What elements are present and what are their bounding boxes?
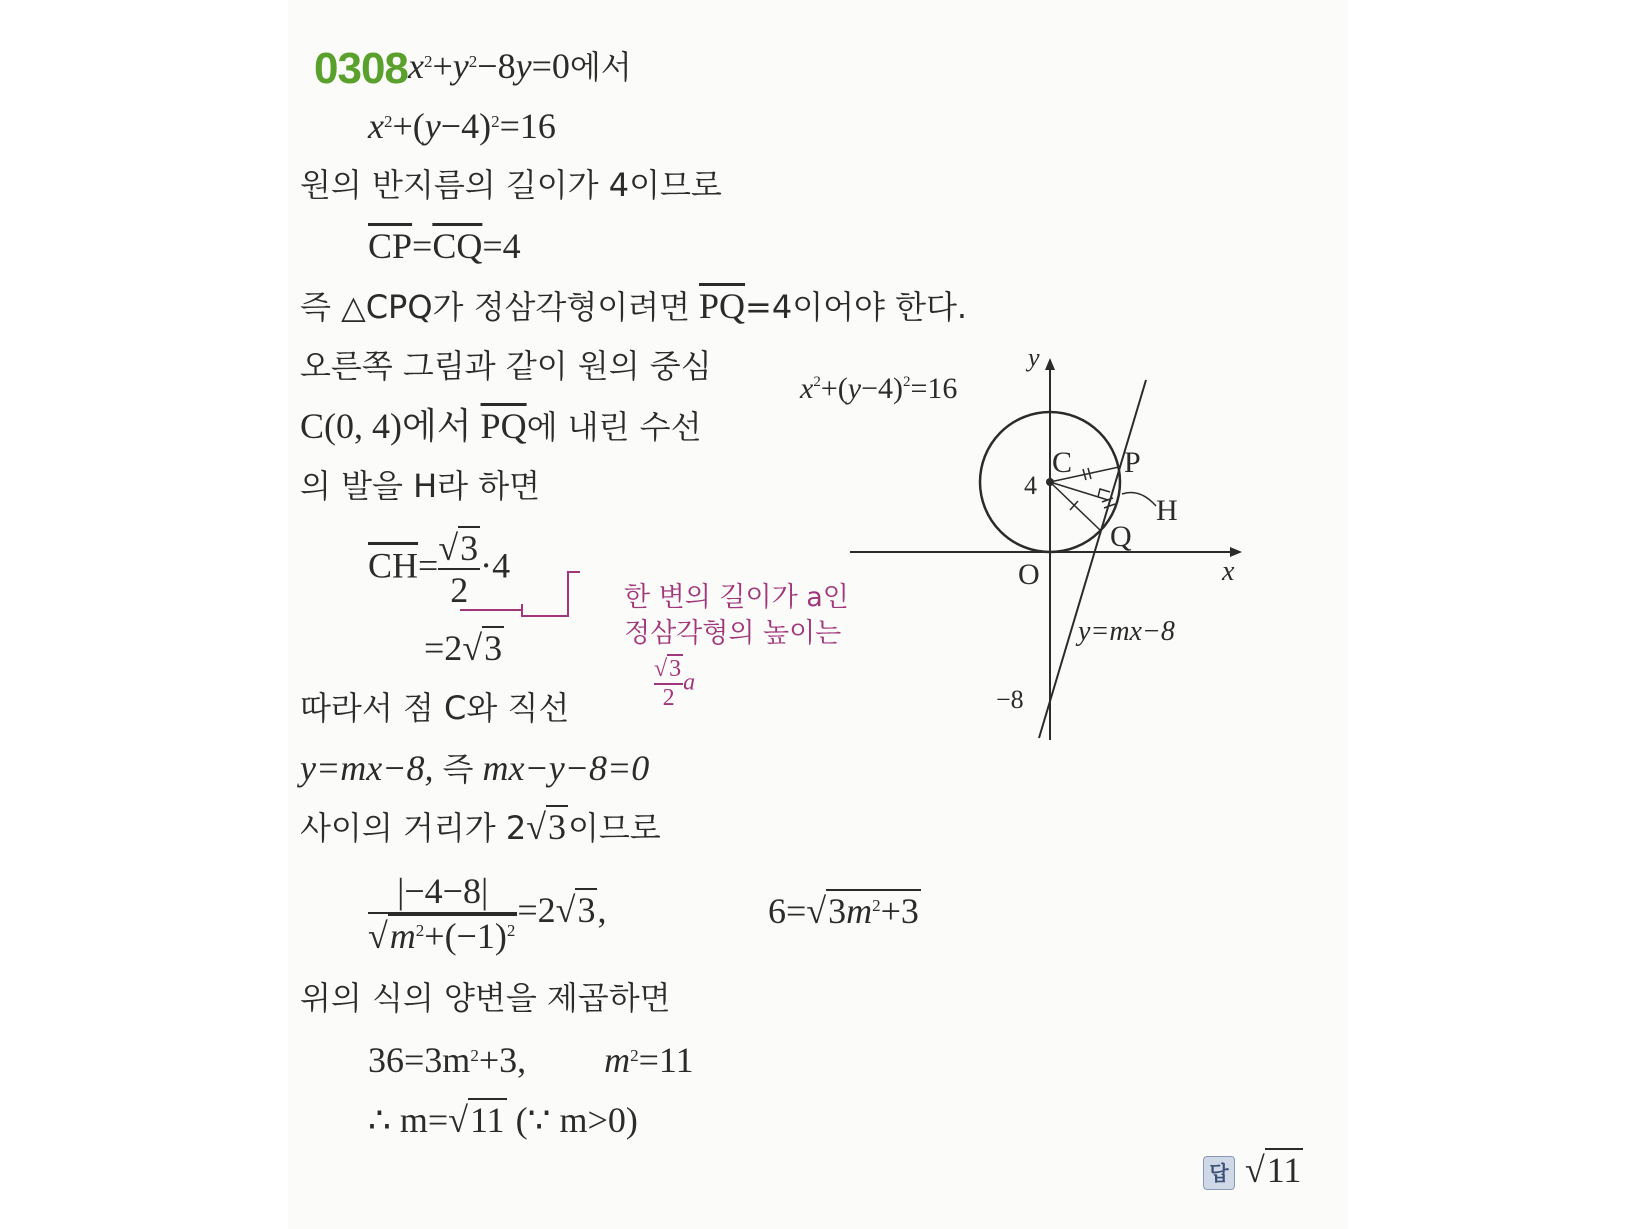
x-axis-label: x	[1222, 556, 1235, 587]
text-line-figure: 오른쪽 그림과 같이 원의 중심	[300, 347, 712, 385]
circle-equation-label: $x^2+(y-4)^2=16$	[800, 372, 958, 405]
text-line-square: 위의 식의 양변을 제곱하면	[300, 979, 671, 1017]
point-c-label: C	[1052, 446, 1073, 479]
y-axis-label: y	[1028, 343, 1040, 372]
note-bracket	[456, 566, 586, 622]
y-intercept-neg8-label: −8	[996, 685, 1024, 714]
equation-ch-result: =2√3	[424, 628, 503, 668]
note-line-1: 한 변의 길이가 a인	[624, 582, 849, 613]
note-line-2: 정삼각형의 높이는	[624, 618, 842, 649]
equation-conclusion: ∴ m=√11 (∵ m>0)	[368, 1100, 638, 1140]
equation-line-2: $x^2+(y-4)^2=16$	[368, 106, 556, 146]
origin-label: O	[1018, 558, 1040, 591]
text-line-equilateral: 즉 △CPQ가 정삼각형이려면 $\overline{PQ}=4$이어야 한다.	[300, 286, 968, 326]
text-line-radius: 원의 반지름의 길이가 4이므로	[300, 166, 722, 204]
note-fraction: $\frac{√3}{2}$ a	[654, 656, 696, 711]
equation-line-1: $x^2+y^2-8y=0$에서	[408, 46, 632, 86]
problem-number: 0308	[314, 44, 408, 93]
line-equation-label: y=mx−8	[1078, 616, 1175, 647]
y-axis-arrow	[1045, 358, 1055, 370]
text-line-foot: 의 발을 H라 하면	[300, 467, 541, 505]
right-angle-mark	[1098, 489, 1110, 497]
answer-badge: 답	[1203, 1156, 1235, 1190]
equation-line-10: y=mx−8, 즉 mx−y−8=0	[300, 748, 650, 788]
coordinate-diagram	[800, 343, 1260, 750]
equation-line-13: $36=3m^2+3$, $m^2=11$	[368, 1040, 694, 1080]
point-q-label: Q	[1110, 520, 1132, 553]
equation-six: $6=√3m^2+3$	[768, 891, 919, 931]
answer-value: √11	[1245, 1150, 1302, 1190]
equation-ch: $\overline{CH}=$ $\frac{√3}{2}$ ·4	[368, 528, 511, 610]
line-y-mx-8	[1039, 380, 1146, 738]
point-h-label: H	[1156, 494, 1178, 527]
text-line-distance: 따라서 점 C와 직선	[300, 689, 570, 727]
y-intercept-4-label: 4	[1024, 471, 1037, 500]
point-p-label: P	[1124, 446, 1141, 479]
text-line-perpendicular: C(0, 4)에서 $\overline{PQ}$에 내린 수선	[300, 406, 702, 446]
side-note	[624, 580, 864, 652]
equation-distance: $\frac{|-4-8|}{√m^2+(-1)^2}$ =2√3,	[368, 871, 607, 956]
equation-cp-cq: $\overline{CP}=\overline{CQ}=4$	[368, 226, 521, 266]
h-pointer	[1122, 493, 1156, 507]
text-line-distance-value: 사이의 거리가 2√3이므로	[300, 807, 661, 847]
